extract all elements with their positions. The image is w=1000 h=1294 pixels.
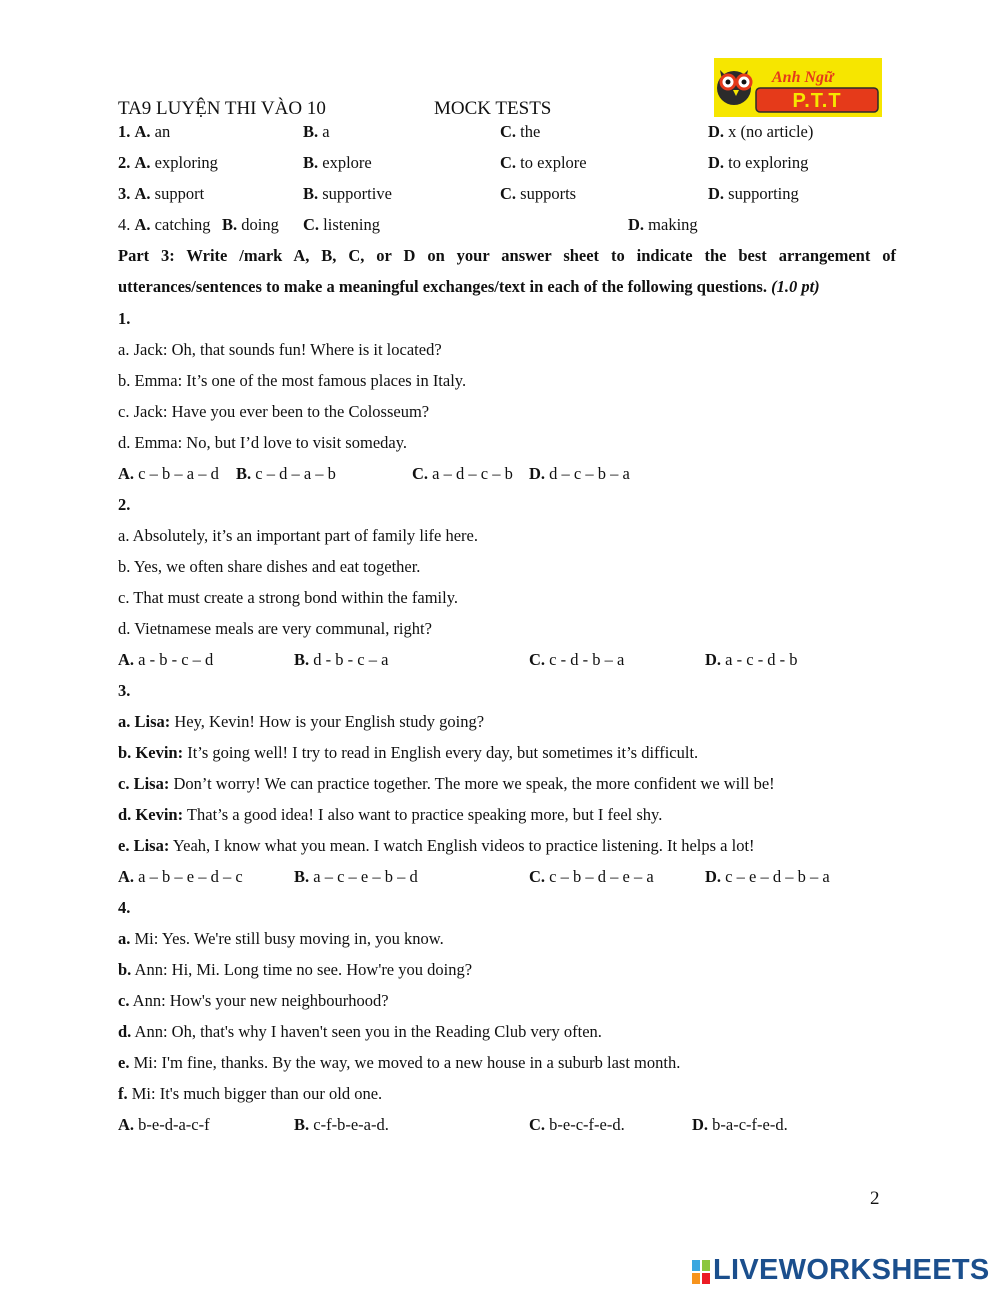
- part3-instruction: Part 3: Write /mark A, B, C, or D on your answer sheet to indicate the best arrangement of utterances/sentences to make a meaningful exchanges/text in each of the following questions. (1.0 pt): [118, 246, 896, 296]
- liveworksheets-icon: [692, 1259, 710, 1291]
- sentence-line: d. Kevin: That’s a good idea! I also want to practice speaking more, but I feel shy.: [118, 805, 663, 824]
- sentence-line: c. Lisa: Don’t worry! We can practice together. The more we speak, the more confident we will be!: [118, 774, 775, 793]
- sentence-line: a. Jack: Oh, that sounds fun! Where is it located?: [118, 340, 442, 359]
- sentence-line: f. Mi: It's much bigger than our old one.: [118, 1084, 383, 1103]
- sentence-line: e. Lisa: Yeah, I know what you mean. I watch English videos to practice listening. It helps a lot!: [118, 836, 755, 855]
- sentence-line: b. Emma: It’s one of the most famous places in Italy.: [118, 371, 467, 390]
- question-number: 1.: [118, 309, 131, 328]
- question-number: 4.: [118, 898, 131, 917]
- sentence-line: b. Yes, we often share dishes and eat together.: [118, 557, 421, 576]
- logo-line2: P.T.T: [792, 90, 842, 112]
- liveworksheets-text: LIVEWORKSHEETS: [713, 1254, 990, 1286]
- sentence-line: d. Vietnamese meals are very communal, right?: [118, 619, 432, 638]
- sentence-line: c. Jack: Have you ever been to the Colosseum?: [118, 402, 430, 421]
- sentence-line: d. Ann: Oh, that's why I haven't seen you in the Reading Club very often.: [118, 1022, 602, 1041]
- school-logo: [714, 58, 882, 117]
- sentence-line: c. Ann: How's your new neighbourhood?: [118, 991, 389, 1010]
- sentence-line: c. That must create a strong bond within the family.: [118, 588, 458, 607]
- document-title: TA9 LUYỆN THI VÀO 10: [118, 98, 326, 119]
- liveworksheets-watermark: [692, 1254, 990, 1286]
- sentence-line: d. Emma: No, but I’d love to visit someday.: [118, 433, 408, 452]
- sentence-line: b. Ann: Hi, Mi. Long time no see. How're you doing?: [118, 960, 473, 979]
- sentence-line: a. Mi: Yes. We're still busy moving in, you know.: [118, 929, 444, 948]
- sentence-line: e. Mi: I'm fine, thanks. By the way, we moved to a new house in a suburb last month.: [118, 1053, 681, 1072]
- page-number: 2: [870, 1188, 880, 1209]
- question-number: 2.: [118, 495, 131, 514]
- sentence-line: a. Lisa: Hey, Kevin! How is your English study going?: [118, 712, 485, 731]
- sentence-line: b. Kevin: It’s going well! I try to read in English every day, but sometimes it’s difficult.: [118, 743, 699, 762]
- owl-icon: [717, 70, 751, 105]
- sentence-line: a. Absolutely, it’s an important part of family life here.: [118, 526, 479, 545]
- question-number: 3.: [118, 681, 131, 700]
- logo-line1: Anh Ngữ: [772, 69, 834, 86]
- document-subtitle: MOCK TESTS: [434, 98, 552, 119]
